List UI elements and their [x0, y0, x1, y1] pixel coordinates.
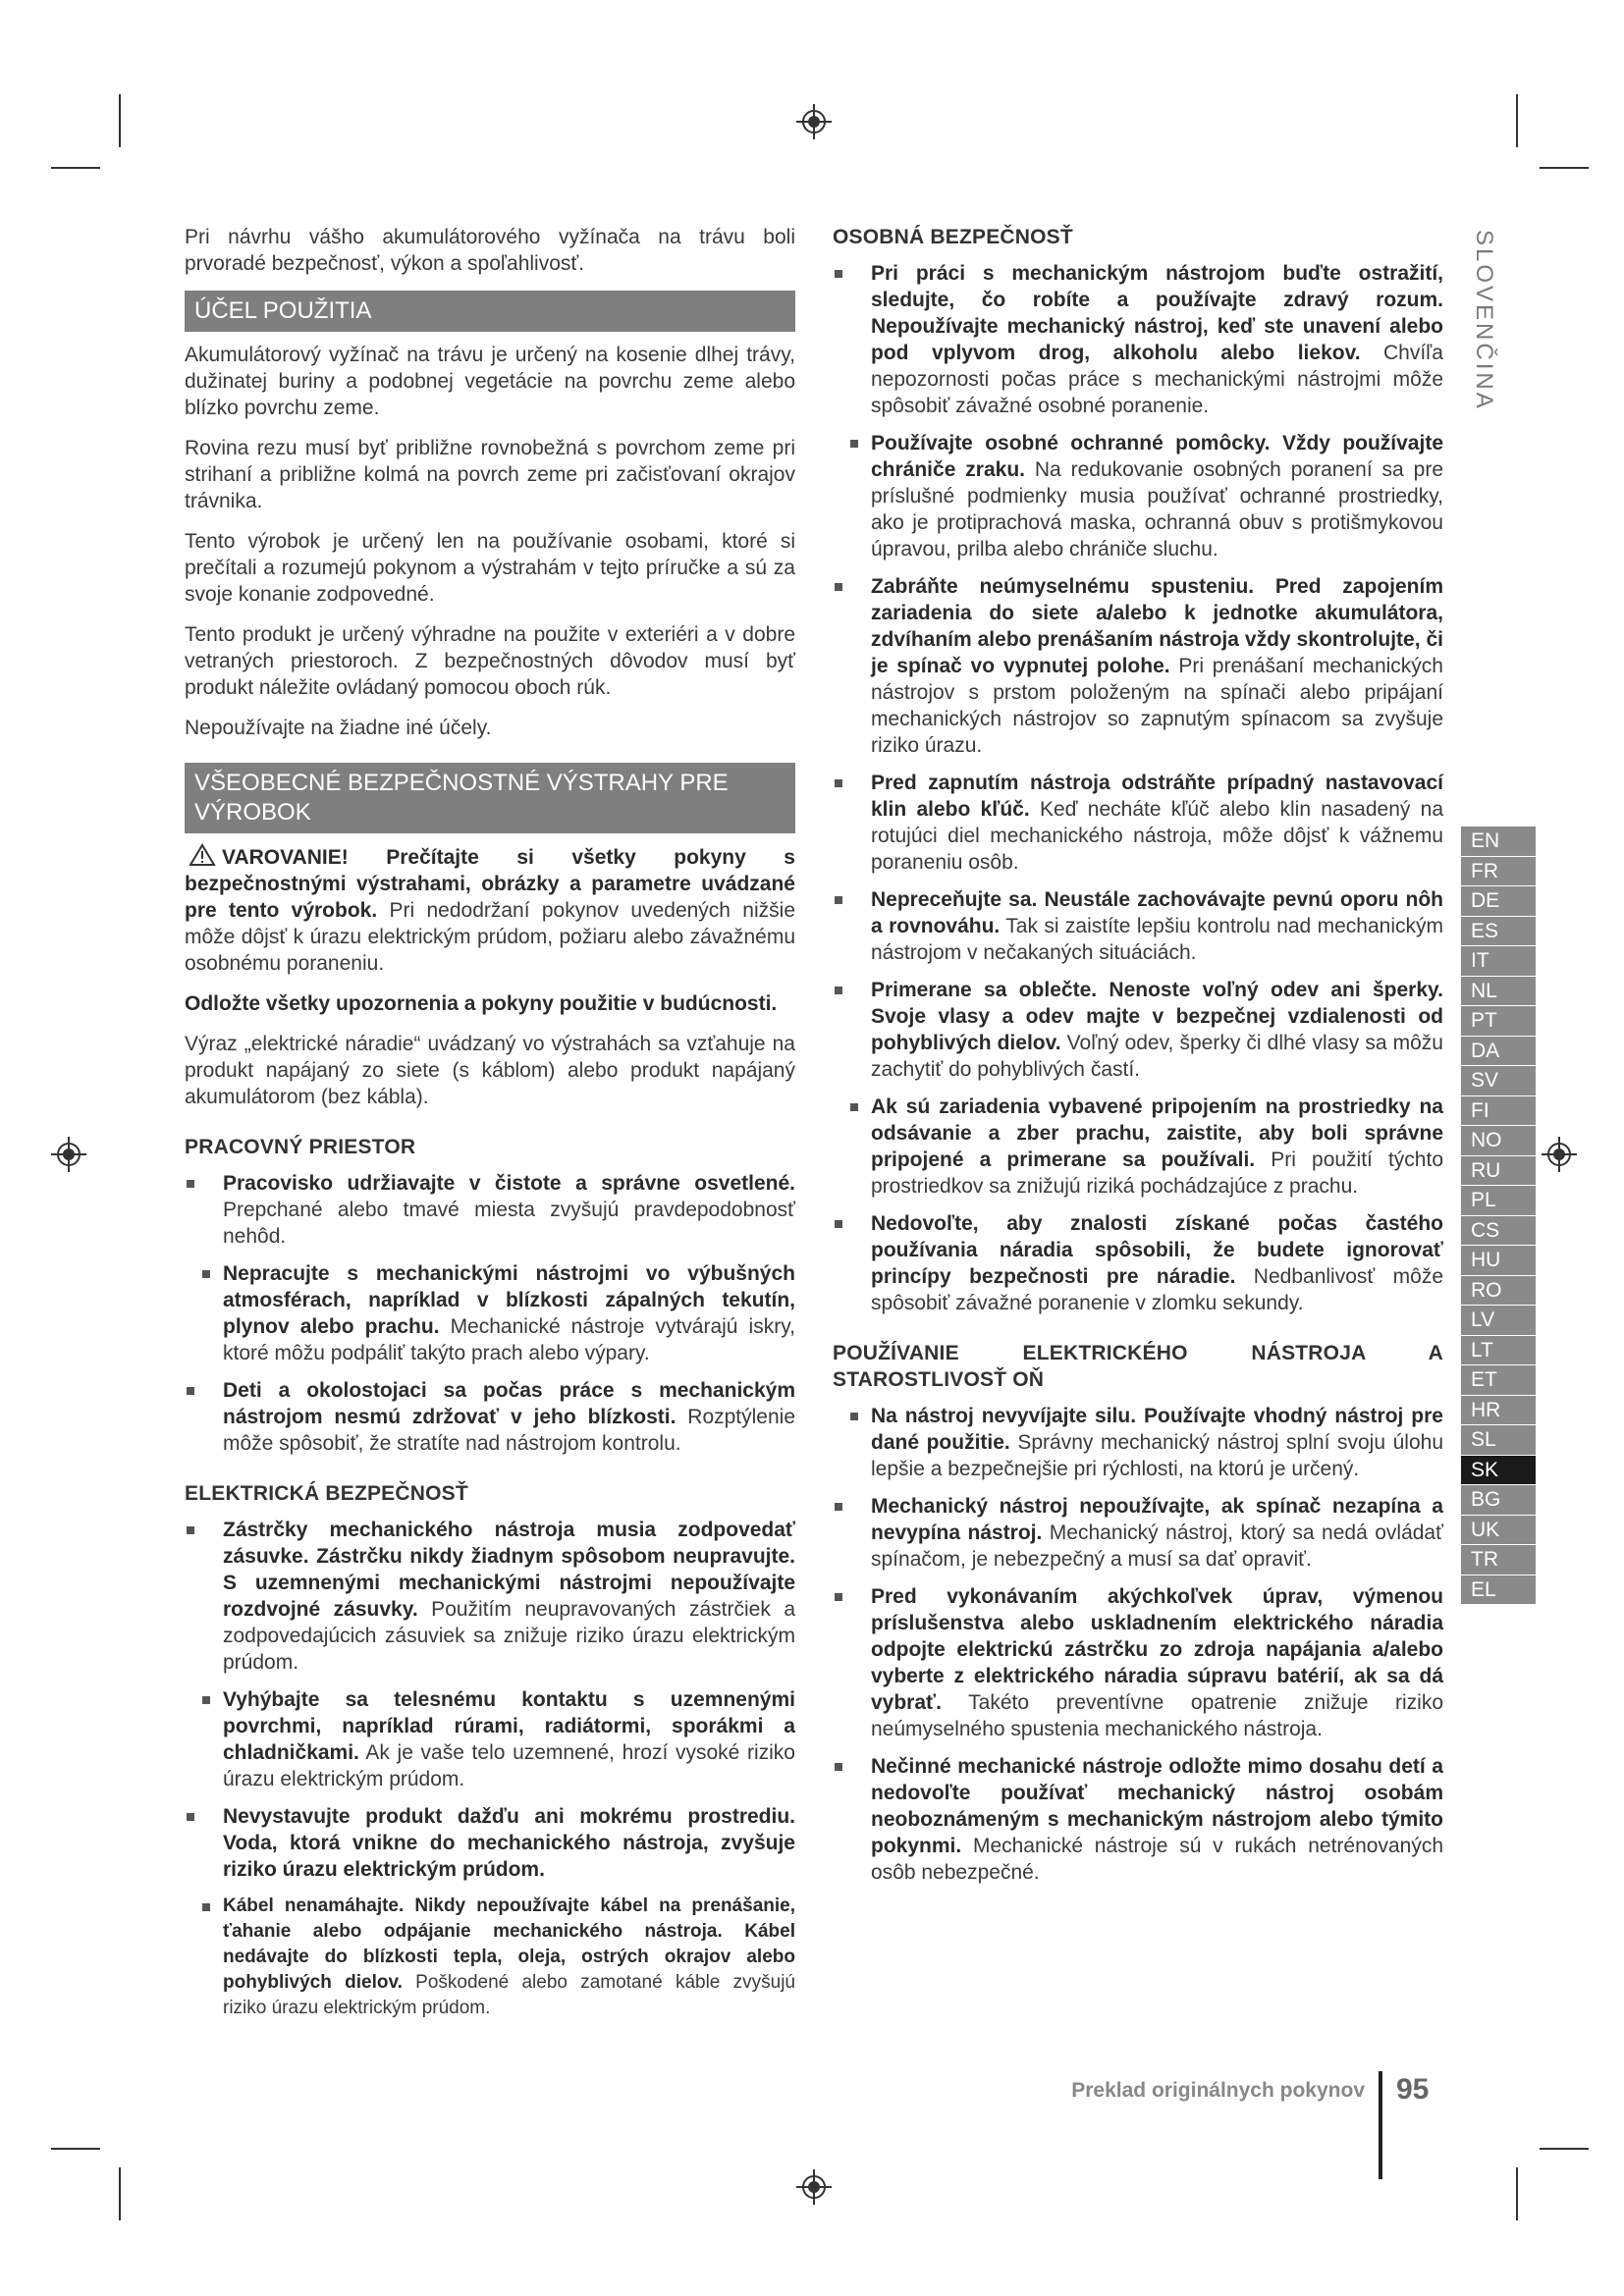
intended-use-p4: Tento produkt je určený výhradne na použite v exteriéri a v dobre vetraných priestoroch. Z bezpečnostných dôvodov musí byť produkt náležite ovládaný pomocou oboch rúk. [185, 623, 795, 699]
warning-triangle-icon [189, 843, 216, 867]
bullet-square-icon [187, 1180, 194, 1188]
page-number: 95 [1396, 2073, 1430, 2106]
registration-mark-icon [1542, 1137, 1577, 1172]
language-vertical-title: SLOVENČINA [1471, 230, 1497, 411]
left-column [185, 224, 795, 2032]
warning-bold: VAROVANIE! Prečítajte si všetky pokyny s bezpečnostnými výstrahami, obrázky a parametre uvádzané pre tento výrobok. [185, 846, 795, 922]
crop-mark [1516, 94, 1518, 147]
language-tab-uk[interactable]: UK [1461, 1516, 1536, 1546]
registration-mark-icon [796, 104, 832, 139]
bullet-square-icon [835, 583, 842, 591]
registration-mark-icon [796, 2169, 832, 2205]
list-item: Kábel nenamáhajte. Nikdy nepoužívajte kábel na prenášanie, ťahanie alebo odpájanie mechanického nástroja. Kábel nedávajte do blízkosti tepla, oleja, ostrých okrajov alebo pohyblivých dielov. Poškodené alebo zamotané káble zvyšujú riziko úrazu elektrickým prúdom. [200, 1894, 795, 2021]
list-item: Zabráňte neúmyselnému spusteniu. Pred zapojením zariadenia do siete a/alebo k jednotke akumulátora, zdvíhaním alebo prenášaním nástroja vždy skontrolujte, či je spínač vo vypnutej polohe. Pri prenášaní mechanických nástrojov s prstom položeným na spínači alebo pripájaní mechanických nástrojov so zapnutým spínacom sa zvyšuje riziko úrazu. [833, 573, 1443, 759]
language-tab-sv[interactable]: SV [1461, 1066, 1536, 1096]
language-tab-pl[interactable]: PL [1461, 1186, 1536, 1216]
intended-use-p3: Tento výrobok je určený len na používanie osobami, ktoré si prečítali a rozumejú pokynom a výstrahám v tejto príručke a sú za svoje konanie zodpovedné. [185, 530, 795, 606]
intended-use-p2: Rovina rezu musí byť približne rovnobežná s povrchom zeme pri strihaní a približne kolmá na povrch zeme pri začisťovaní okrajov trávnika. [185, 437, 795, 512]
list-item: Používajte osobné ochranné pomôcky. Vždy používajte chrániče zraku. Na redukovanie osobných poranení sa pre príslušné podmienky musia používať ochranné prostriedky, ako je protiprachová maska, ochranná obuv s protišmykovou úpravou, prilba alebo chrániče sluchu. [848, 430, 1443, 562]
bullet-square-icon [835, 270, 842, 278]
list-item: Pred vykonávaním akýchkoľvek úprav, výmenou príslušenstva alebo uskladnením elektrického náradia odpojte elektrickú zástrčku zo zdroja napájania a/alebo vyberte z elektrického náradia súpravu batérií, ak sa dá vybrať. Takéto preventívne opatrenie znižuje riziko neúmyselného spustenia mechanického nástroja. [833, 1583, 1443, 1742]
language-tab-pt[interactable]: PT [1461, 1006, 1536, 1037]
term-paragraph: Výraz „elektrické náradie“ uvádzaný vo výstrahách sa vzťahuje na produkt napájaný zo siete (s káblom) alebo produkt napájaný akumulátorom (bez kábla). [185, 1033, 795, 1108]
warning-text: Pri nedodržaní pokynov uvedených nižšie môže dôjsť k úrazu elektrickým prúdom, požiaru alebo závažnému osobnému poraneniu. [185, 899, 795, 975]
list-item: Nedovoľte, aby znalosti získané počas častého používania náradia spôsobili, že budete ignorovať princípy bezpečnosti pre náradie. Nedbanlivosť môže spôsobiť závažné poranenie v zlomku sekundy. [833, 1210, 1443, 1316]
intro-paragraph: Pri návrhu vášho akumulátorového vyžínača na trávu boli prvoradé bezpečnosť, výkon a spoľahlivosť. [185, 226, 795, 275]
list-item: Deti a okolostojaci sa počas práce s mechanickým nástrojom nesmú zdržovať v jeho blízkosti. Rozptýlenie môže spôsobiť, že stratíte nad nástrojom kontrolu. [185, 1377, 795, 1457]
crop-mark [1540, 2148, 1589, 2150]
list-item: Nevystavujte produkt dažďu ani mokrému prostrediu. Voda, ktorá vnikne do mechanického nástroja, zvyšuje riziko úrazu elektrickým prúdom. [185, 1803, 795, 1883]
electrical-safety-title: ELEKTRICKÁ BEZPEČNOSŤ [185, 1482, 468, 1505]
bullet-square-icon [835, 1593, 842, 1601]
bullet-square-icon [850, 1103, 858, 1111]
warning-paragraph [185, 843, 795, 977]
list-item: Ak sú zariadenia vybavené pripojením na prostriedky na odsávanie a zber prachu, zaistite, aby boli správne pripojené a primerane sa používali. Pri použití týchto prostriedkov sa znižujú riziká pochádzajúce z prachu. [848, 1094, 1443, 1200]
language-tab-bg[interactable]: BG [1461, 1485, 1536, 1516]
bullet-square-icon [835, 1503, 842, 1511]
language-tab-de[interactable]: DE [1461, 886, 1536, 917]
section-header-intended-use: ÚČEL POUŽITIA [185, 291, 795, 332]
bullet-square-icon [835, 779, 842, 787]
bullet-square-icon [187, 1526, 194, 1534]
language-tab-no[interactable]: NO [1461, 1126, 1536, 1156]
bullet-square-icon [187, 1813, 194, 1821]
crop-mark [51, 167, 100, 169]
bullet-square-icon [850, 440, 858, 448]
bullet-square-icon [202, 1903, 210, 1911]
crop-mark [51, 2148, 100, 2150]
list-item: Mechanický nástroj nepoužívajte, ak spínač nezapína a nevypína nástroj. Mechanický nástroj, ktorý sa nedá ovládať spínačom, je nebezpečný a musí sa dať opraviť. [833, 1493, 1443, 1573]
section-header-general-warnings: VŠEOBECNÉ BEZPEČNOSTNÉ VÝSTRAHY PRE VÝROBOK [185, 763, 795, 833]
bullet-square-icon [187, 1387, 194, 1395]
bullet-square-icon [835, 987, 842, 994]
list-item: Vyhýbajte sa telesnému kontaktu s uzemnenými povrchmi, napríklad rúrami, radiátormi, sporákmi a chladničkami. Ak je vaše telo uzemnené, hrozí vysoké riziko úrazu elektrickým prúdom. [200, 1686, 795, 1792]
list-item: Na nástroj nevyvíjajte silu. Používajte vhodný nástroj pre dané použitie. Správny mechanický nástroj splní svoju úlohu lepšie a bezpečnejšie pri rýchlosti, na ktorú je určený. [848, 1403, 1443, 1482]
footer-divider [1379, 2071, 1382, 2179]
bullet-square-icon [835, 1220, 842, 1228]
bullet-square-icon [835, 1763, 842, 1771]
list-item: Pri práci s mechanickým nástrojom buďte ostražití, sledujte, čo robíte a používajte zdravý rozum. Nepoužívajte mechanický nástroj, keď ste unavení alebo pod vplyvom drog, alkoholu alebo liekov. Chvíľa nepozornosti počas práce s mechanickými nástrojmi môže spôsobiť závažné osobné poranenie. [833, 260, 1443, 419]
bullet-square-icon [202, 1270, 210, 1278]
language-tab-ru[interactable]: RU [1461, 1156, 1536, 1187]
bullet-square-icon [202, 1696, 210, 1704]
language-tab-el[interactable]: EL [1461, 1575, 1536, 1606]
list-item: Zástrčky mechanického nástroja musia zodpovedať zásuvke. Zástrčku nikdy žiadnym spôsobom neupravujte. S uzemnenými mechanickými nástrojmi nepoužívajte rozdvojné zásuvky. Použitím neupravovaných zástrčiek a zodpovedajúcich zásuviek sa znižuje riziko úrazu elektrickým prúdom. [185, 1517, 795, 1676]
language-tab-tr[interactable]: TR [1461, 1545, 1536, 1575]
language-tab-et[interactable]: ET [1461, 1365, 1536, 1396]
language-tab-sl[interactable]: SL [1461, 1425, 1536, 1456]
intended-use-p1: Akumulátorový vyžínač na trávu je určený na kosenie dlhej trávy, dužinatej buriny a podobnej vegetácie na povrchu zeme alebo blízko povrchu zeme. [185, 344, 795, 419]
intended-use-p5: Nepoužívajte na žiadne iné účely. [185, 717, 492, 739]
crop-mark [119, 2167, 121, 2220]
bullet-square-icon [835, 896, 842, 904]
language-tab-sk[interactable]: SK [1461, 1456, 1536, 1486]
language-tab-hr[interactable]: HR [1461, 1396, 1536, 1426]
list-item: Nečinné mechanické nástroje odložte mimo dosahu detí a nedovoľte používať mechanický nástroj osobám neoboznámeným s mechanickým nástrojom alebo týmito pokynmi. Mechanické nástroje sú v rukách netrénovaných osôb nebezpečné. [833, 1753, 1443, 1886]
list-item: Primerane sa oblečte. Nenoste voľný odev ani šperky. Svoje vlasy a odev majte v bezpečnej vzdialenosti od pohyblivých dielov. Voľný odev, šperky či dlhé vlasy sa môžu zachytiť do pohyblivých častí. [833, 977, 1443, 1083]
language-tabs [1461, 827, 1536, 1605]
language-tab-fr[interactable]: FR [1461, 857, 1536, 887]
language-tab-hu[interactable]: HU [1461, 1246, 1536, 1276]
right-column [833, 224, 1443, 1896]
list-item: Nepracujte s mechanickými nástrojmi vo výbušných atmosférach, napríklad v blízkosti zápalných tekutín, plynov alebo prachu. Mechanické nástroje vytvárajú iskry, ktoré môžu podpáliť takýto prach alebo výpary. [200, 1260, 795, 1366]
personal-safety-title: OSOBNÁ BEZPEČNOSŤ [833, 226, 1073, 248]
language-tab-it[interactable]: IT [1461, 946, 1536, 977]
language-tab-ro[interactable]: RO [1461, 1276, 1536, 1307]
tool-use-title: POUŽÍVANIE ELEKTRICKÉHO NÁSTROJA A STAROSTLIVOSŤ OŇ [833, 1342, 1443, 1391]
work-area-title: PRACOVNÝ PRIESTOR [185, 1136, 416, 1158]
language-tab-nl[interactable]: NL [1461, 977, 1536, 1007]
language-tab-fi[interactable]: FI [1461, 1096, 1536, 1127]
crop-mark [1540, 167, 1589, 169]
crop-mark [119, 94, 121, 147]
language-tab-lt[interactable]: LT [1461, 1336, 1536, 1366]
crop-mark [1516, 2167, 1518, 2220]
bullet-square-icon [850, 1413, 858, 1420]
language-tab-cs[interactable]: CS [1461, 1216, 1536, 1247]
language-tab-lv[interactable]: LV [1461, 1306, 1536, 1336]
keep-instructions [185, 990, 795, 1017]
list-item: Pracovisko udržiavajte v čistote a správne osvetlené. Prepchané alebo tmavé miesta zvyšujú pravdepodobnosť nehôd. [185, 1170, 795, 1250]
list-item: Nepreceňujte sa. Neustále zachovávajte pevnú oporu nôh a rovnováhu. Tak si zaistíte lepšiu kontrolu nad mechanickým nástrojom v nečakaných situáciách. [833, 886, 1443, 966]
list-item: Pred zapnutím nástroja odstráňte prípadný nastavovací klin alebo kľúč. Keď necháte kľúč alebo klin nasadený na rotujúci diel mechanického nástroja, môže dôjsť k vážnemu poraneniu osôb. [833, 770, 1443, 876]
footer-translation-note: Preklad originálnych pokynov [1071, 2079, 1365, 2102]
language-tab-es[interactable]: ES [1461, 917, 1536, 947]
keep-instructions-text: Odložte všetky upozornenia a pokyny použitie v budúcnosti. [185, 992, 778, 1015]
registration-mark-icon [51, 1137, 86, 1172]
language-tab-da[interactable]: DA [1461, 1037, 1536, 1067]
language-tab-en[interactable]: EN [1461, 827, 1536, 857]
